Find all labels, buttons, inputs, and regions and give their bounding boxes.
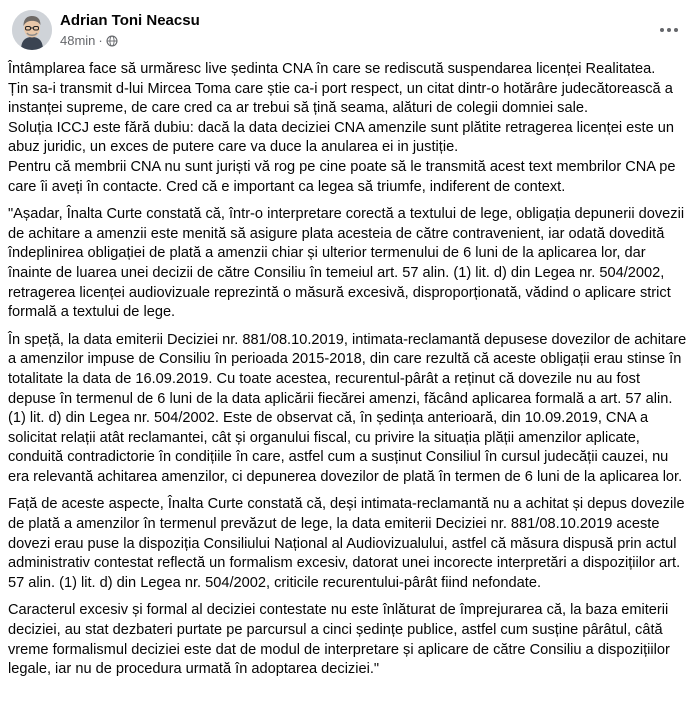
post-body <box>8 60 690 688</box>
intro-line: Țin sa-i transmit d-lui Mircea Toma care știe ca-i port respect, un citat dintr-o hotărâre judecătorească a instanței supreme, de care cred ca ar trebui să țină seama, alături de colegii domniei sale. <box>8 80 673 117</box>
quote-paragraph: Față de aceste aspecte, Înalta Curte constată că, deși intimata-reclamantă nu a achitat și depus dovezile de plată a amenzilor în termenul prevăzut de lege, la data emiterii Deciziei nr. 881/08.10.2019 aceste dovezi erau puse la dispoziția Consiliului Național al Audiovizualului, astfel că măsura dispusă prin actul administrativ contestat reflectă un formalism excesiv, datorat unei incorecte interpretări a dispozițiilor art. 57 alin. (1) lit. d) din Legea nr. 504/2002, criticile recurentului-pârât fiind nefondate. <box>8 496 685 591</box>
intro-line: Pentru că membrii CNA nu sunt juriști vă rog pe cine poate să le transmită acest text membrilor CNA pe care îi aveți în contacte. Cred că e important ca legea să triumfe, indiferent de context. <box>8 158 676 195</box>
quote-paragraph: Caracterul excesiv și formal al deciziei contestate nu este înlăturat de împrejurarea că, la baza emiterii deciziei, au stat dezbateri purtate pe parcursul a cinci ședințe publice, astfel cum susține pârâtul, câtă vreme formalismul deciziei este dat de modul de interpretare și aplicare de către Consiliu a dispozițiilor legale, iar nu de procedura urmată în adoptarea deciziei." <box>8 602 670 678</box>
post-author[interactable]: Adrian Toni Neacsu <box>60 12 200 29</box>
quote-paragraph: "Așadar, Înalta Curte constată că, într-o interpretare corectă a textului de lege, obligația depunerii dovezii de achitare a amenzii este menită să asigure plata acesteia de către contravenient, iar odată dovedită îndeplinirea obligației de plată a amenzii chiar și ulterior termenului de 6 luni de la aplicarea lor, dar înainte de luarea unei decizii de către Consiliu în temeiul art. 57 alin. (1) lit. d) din Legea nr. 504/2002, retragerea licenței audiovizuale reprezintă o măsură excesivă, disproporționată, vădind o aplicare strict formală a textului de lege. <box>8 206 685 321</box>
post-header <box>8 8 687 54</box>
avatar[interactable] <box>12 10 52 50</box>
quote-paragraph: În speță, la data emiterii Deciziei nr. 881/08.10.2019, intimata-reclamantă depusese dovezilor de achitare a amenzilor impuse de Consiliu în perioada 2015-2018, din care rezultă că aceste obligații erau stinse în totalitate la data de 16.09.2019. Cu toate acestea, recurentul-pârât a reținut că dovezile nu au fost depuse în termenul de 6 luni de la data aplicării fiecărei amenzi, făcând aplicarea formală a art. 57 alin. (1) lit. d) din Legea nr. 504/2002. Este de observat că, în ședința anterioară, din 10.09.2019, CNA a solicitat relații atât reclamantei, cât și organului fiscal, cu privire la situația plății amenzilor aplicate, conduită contradictorie în condițiile în care, astfel cum a susținut Consiliul în cursul judecății cauzei, nu era relevantă achitarea amenzilor, ci depunerea dovezilor de plată în termen de 6 luni de la aplicarea lor. <box>8 331 687 485</box>
post-intro <box>8 60 690 197</box>
intro-line: Soluția ICCJ este fără dubiu: dacă la data deciziei CNA amenzile sunt plătite retragerea licenței este un abuz juridic, un exces de putere care va duce la anularea ei in justiție. <box>8 119 675 156</box>
globe-icon[interactable] <box>106 35 118 47</box>
more-options-icon <box>660 28 664 32</box>
intro-line: Întâmplarea face să urmăresc live ședinta CNA în care se rediscută suspendarea licenței Realitatea. <box>8 61 656 77</box>
profile-photo-icon <box>12 10 52 50</box>
more-options-button[interactable] <box>655 16 683 44</box>
post-meta <box>60 33 118 48</box>
post-timestamp[interactable]: 48min <box>60 33 96 48</box>
meta-separator: · <box>98 33 103 48</box>
